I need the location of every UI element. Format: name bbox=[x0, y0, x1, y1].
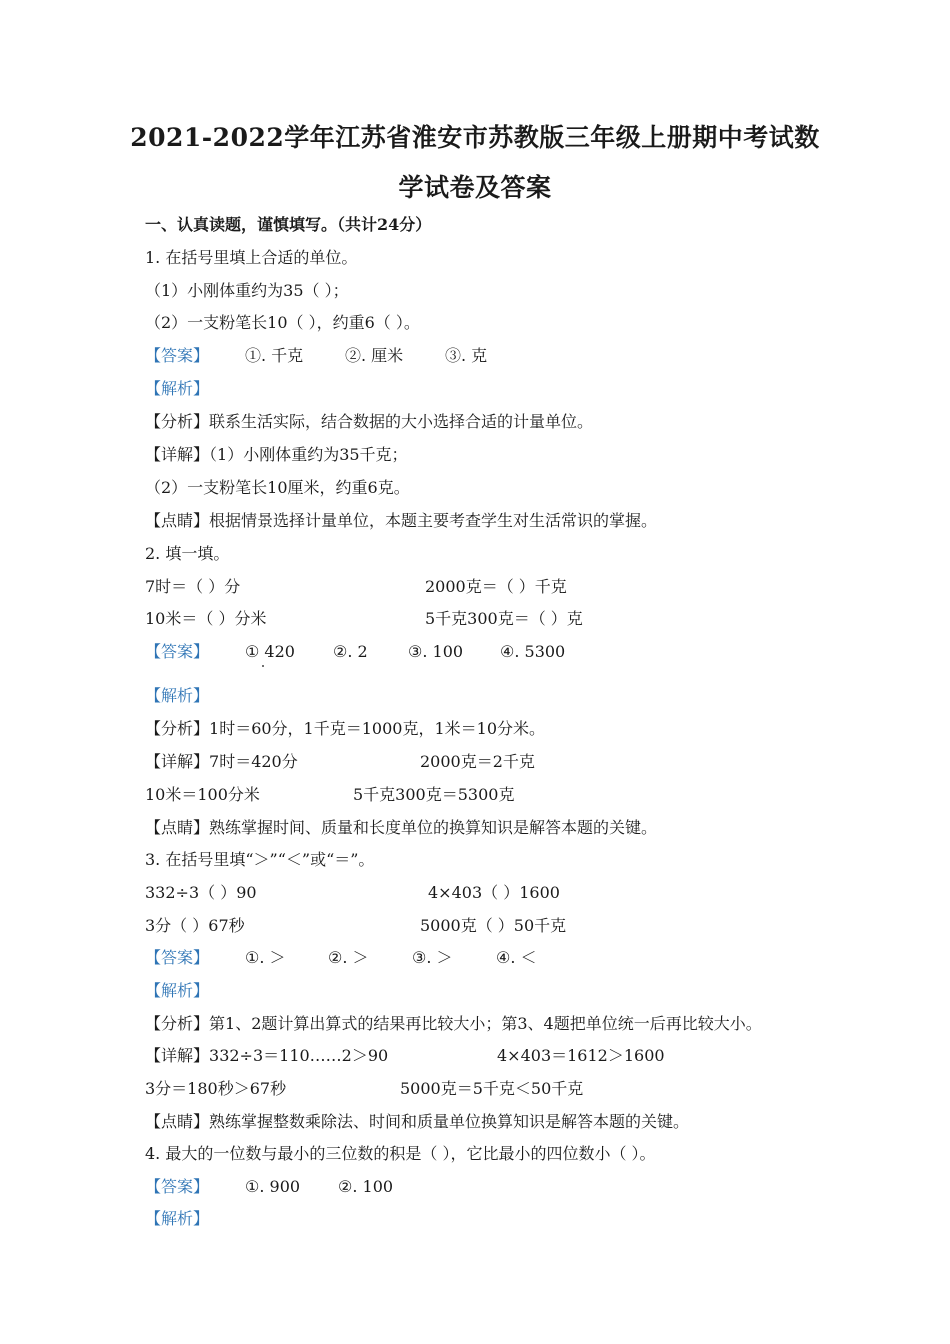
q1-fenxi bbox=[145, 412, 593, 432]
q3-fenxi-text: 第1、2题计算出算式的结果再比较大小；第3、4题把单位统一后再比较大小。 bbox=[209, 1014, 762, 1033]
q3-answer-tag: 【答案】 bbox=[145, 948, 210, 967]
q3-analysis-tag: 【解析】 bbox=[145, 981, 210, 1000]
doc-title-line1: 2021-2022学年江苏省淮安市苏教版三年级上册期中考试数 bbox=[130, 123, 820, 152]
dianjing-tag: 【点睛】 bbox=[145, 1112, 210, 1131]
q3-xiangjie-r1c2: 4×403＝1612＞1600 bbox=[497, 1046, 665, 1065]
q1-sub2: （2）一支粉笔长10（ ），约重6（ ）。 bbox=[145, 313, 420, 332]
fenxi-tag: 【分析】 bbox=[145, 719, 210, 738]
q2-dianjing-text: 熟练掌握时间、质量和长度单位的换算知识是解答本题的关键。 bbox=[209, 818, 658, 837]
q2-analysis-tag: 【解析】 bbox=[145, 686, 210, 705]
q1-fenxi-text: 联系生活实际，结合数据的大小选择合适的计量单位。 bbox=[209, 412, 594, 431]
q3-xiangjie bbox=[145, 1046, 388, 1066]
q2-answer-3: ③. 100 bbox=[408, 642, 464, 661]
q1-xiangjie-2: （2）一支粉笔长10厘米，约重6克。 bbox=[145, 478, 410, 497]
q2-fenxi-text: 1时＝60分，1千克＝1000克，1米＝10分米。 bbox=[209, 719, 545, 738]
q1-xiangjie bbox=[145, 445, 408, 465]
q3-answer-4: ④. ＜ bbox=[496, 948, 537, 967]
q3-row2-col1: 3分（ ）67秒 bbox=[145, 916, 245, 935]
q4-answer-tag: 【答案】 bbox=[145, 1177, 210, 1196]
q3-row2-col2: 5000克（ ）50千克 bbox=[420, 916, 567, 935]
q4-answer-2: ②. 100 bbox=[338, 1177, 394, 1196]
q1-xiangjie-text: （1）小刚体重约为35千克； bbox=[209, 445, 408, 464]
doc-title-line2: 学试卷及答案 bbox=[398, 173, 552, 202]
q3-dianjing-text: 熟练掌握整数乘除法、时间和质量单位换算知识是解答本题的关键。 bbox=[209, 1112, 690, 1131]
q2-answer-1: ① 420 bbox=[245, 642, 295, 661]
q2-answer-4: ④. 5300 bbox=[500, 642, 566, 661]
q2-fenxi bbox=[145, 719, 545, 739]
q2-dianjing bbox=[145, 818, 657, 838]
q4-answer-1: ①. 900 bbox=[245, 1177, 301, 1196]
q2-stem: 2. 填一填。 bbox=[145, 544, 230, 563]
q1-sub1: （1）小刚体重约为35（ ）； bbox=[145, 281, 349, 300]
q2-row2-col1: 10米＝（ ）分米 bbox=[145, 609, 267, 628]
q3-stem: 3. 在括号里填“＞”“＜”或“＝”。 bbox=[145, 850, 375, 869]
q3-dianjing bbox=[145, 1112, 689, 1132]
dianjing-tag: 【点睛】 bbox=[145, 511, 210, 530]
fenxi-tag: 【分析】 bbox=[145, 412, 210, 431]
xiangjie-tag: 【详解】 bbox=[145, 752, 210, 771]
q2-xiangjie-r2c1: 10米＝100分米 bbox=[145, 785, 260, 804]
q2-answer-tag: 【答案】 bbox=[145, 642, 210, 661]
q1-dianjing-text: 根据情景选择计量单位，本题主要考查学生对生活常识的掌握。 bbox=[209, 511, 658, 530]
q2-row1-col2: 2000克＝（ ）千克 bbox=[425, 577, 567, 596]
q3-answer-1: ①. ＞ bbox=[245, 948, 286, 967]
q1-analysis-tag: 【解析】 bbox=[145, 379, 210, 398]
q2-xiangjie-r1c2: 2000克＝2千克 bbox=[420, 752, 535, 771]
q3-xiangjie-r2c1: 3分＝180秒＞67秒 bbox=[145, 1079, 287, 1098]
q4-analysis-tag: 【解析】 bbox=[145, 1209, 210, 1228]
fenxi-tag: 【分析】 bbox=[145, 1014, 210, 1033]
q4-stem: 4. 最大的一位数与最小的三位数的积是（ ），它比最小的四位数小（ ）。 bbox=[145, 1144, 656, 1163]
q1-answer-1: ①. 千克 bbox=[245, 346, 304, 365]
q2-xiangjie-r1c1: 7时＝420分 bbox=[209, 752, 298, 771]
q2-row2-col2: 5千克300克＝（ ）克 bbox=[425, 609, 583, 628]
q2-xiangjie bbox=[145, 752, 298, 772]
q1-dianjing bbox=[145, 511, 657, 531]
q3-row1-col1: 332÷3（ ）90 bbox=[145, 883, 257, 902]
q1-answer-tag: 【答案】 bbox=[145, 346, 210, 365]
xiangjie-tag: 【详解】 bbox=[145, 445, 210, 464]
q3-answer-2: ②. ＞ bbox=[328, 948, 369, 967]
q1-stem: 1. 在括号里填上合适的单位。 bbox=[145, 248, 358, 267]
xiangjie-tag: 【详解】 bbox=[145, 1046, 210, 1065]
q2-answer-2: ②. 2 bbox=[333, 642, 368, 661]
q1-answer-3: ③. 克 bbox=[445, 346, 488, 365]
q3-answer-3: ③. ＞ bbox=[412, 948, 453, 967]
section-heading: 一、认真读题，谨慎填写。（共计24分） bbox=[145, 215, 432, 234]
stray-dot bbox=[262, 665, 264, 667]
q1-answer-2: ②. 厘米 bbox=[345, 346, 404, 365]
q2-row1-col1: 7时＝（ ）分 bbox=[145, 577, 241, 596]
q3-fenxi bbox=[145, 1014, 762, 1034]
q3-xiangjie-r2c2: 5000克＝5千克＜50千克 bbox=[400, 1079, 584, 1098]
q2-xiangjie-r2c2: 5千克300克＝5300克 bbox=[353, 785, 515, 804]
q3-row1-col2: 4×403（ ）1600 bbox=[428, 883, 560, 902]
q3-xiangjie-r1c1: 332÷3＝110……2＞90 bbox=[209, 1046, 389, 1065]
dianjing-tag: 【点睛】 bbox=[145, 818, 210, 837]
